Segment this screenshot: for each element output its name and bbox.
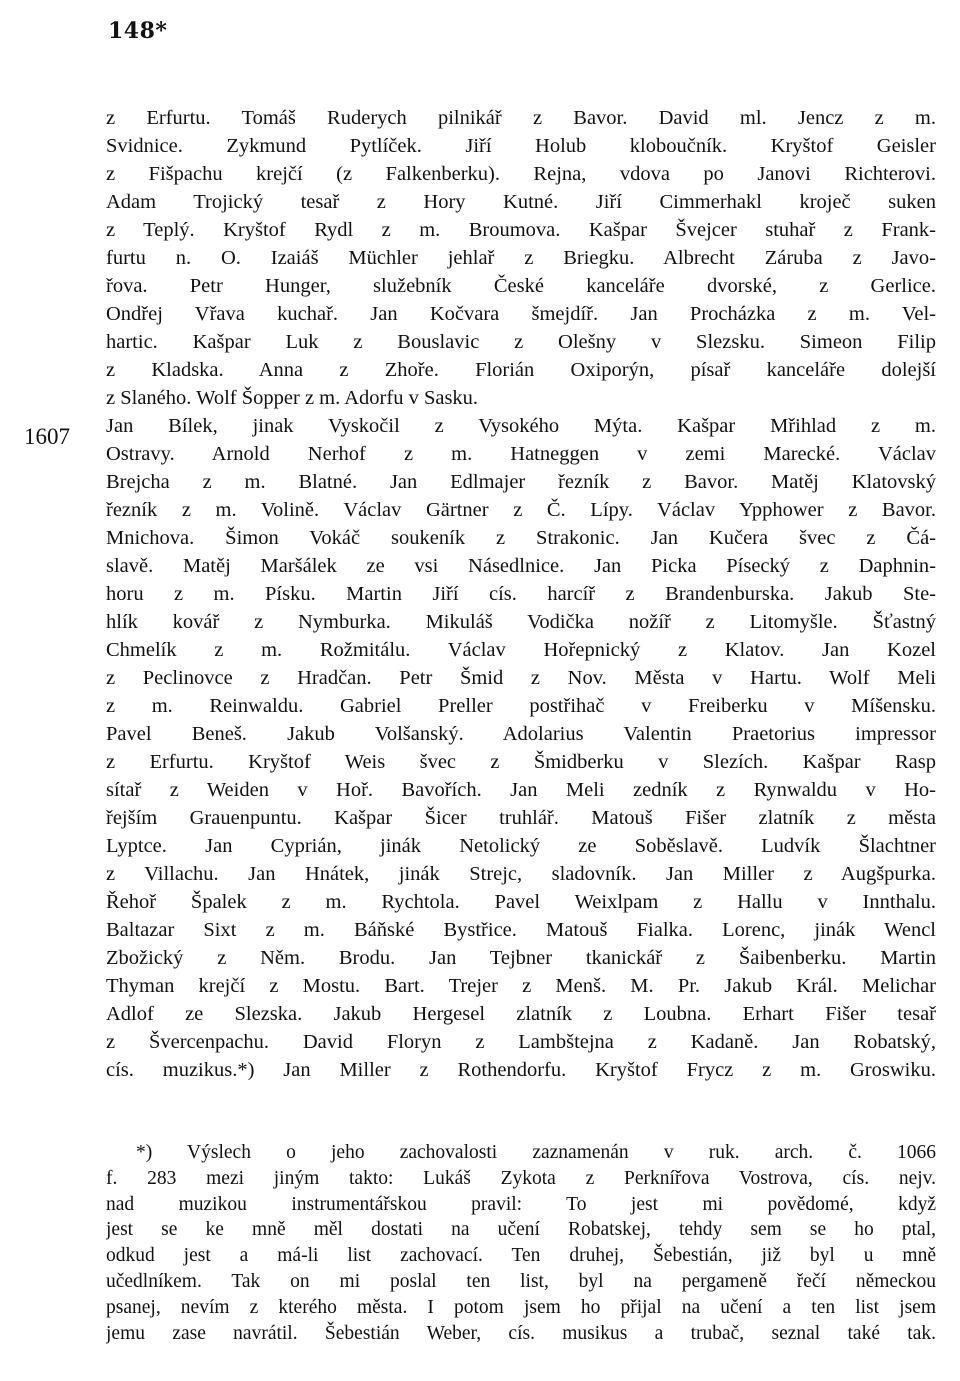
text-line: Pavel Beneš. Jakub Volšanský. Adolarius Valentin Praetorius impressor — [106, 723, 936, 745]
text-line: z Erfurtu. Kryštof Weis švec z Šmidberku v Slezích. Kašpar Rasp — [106, 751, 936, 773]
text-line: Mnichova. Šimon Vokáč soukeník z Strakonic. Jan Kučera švec z Čá- — [106, 527, 936, 549]
text-line: z Fišpachu krejčí (z Falkenberku). Rejna, vdova po Janovi Richterovi. — [106, 163, 936, 185]
footnote-line: psanej, nevím z kterého města. I potom jsem ho přijal na učení a ten list jsem — [106, 1296, 936, 1318]
text-line: Baltazar Sixt z m. Báňské Bystřice. Matouš Fialka. Lorenc, jinák Wencl — [106, 919, 936, 941]
text-line: Svidnice. Zykmund Pytlíček. Jiří Holub kloboučník. Kryštof Geisler — [106, 135, 936, 157]
text-line: slavě. Matěj Maršálek ze vsi Násedlnice. Jan Picka Písecký z Daphnin- — [106, 555, 936, 577]
text-line: horu z m. Písku. Martin Jiří cís. harcíř z Brandenburska. Jakub Ste- — [106, 583, 936, 605]
footnote-line: jest se ke mně měl dostati na učení Robatskej, tehdy sem se ho ptal, — [106, 1219, 936, 1241]
text-line: z m. Reinwaldu. Gabriel Preller postřihač v Freiberku v Míšensku. — [106, 695, 936, 717]
text-line: řejším Grauenpuntu. Kašpar Šicer truhlář. Matouš Fišer zlatník z města — [106, 807, 936, 829]
text-line: sítař z Weiden v Hoř. Bavořích. Jan Meli zedník z Rynwaldu v Ho- — [106, 779, 936, 801]
text-line: hartic. Kašpar Luk z Bouslavic z Olešny v Slezsku. Simeon Filip — [106, 331, 936, 353]
year-marginal-note: 1607 — [24, 424, 70, 449]
footnote-line: nad muzikou instrumentářskou pravil: To jest mi povědomé, když — [106, 1193, 936, 1215]
page-number: 148* — [108, 18, 168, 44]
footnote-line: *) Výslech o jeho zachovalosti zaznamenán v ruk. arch. č. 1066 — [136, 1142, 936, 1163]
text-line: Řehoř Špalek z m. Rychtola. Pavel Weixlpam z Hallu v Innthalu. — [106, 891, 936, 913]
text-line: z Peclinovce z Hradčan. Petr Šmid z Nov. Města v Hartu. Wolf Meli — [106, 667, 936, 689]
text-line: z Švercenpachu. David Floryn z Lambštejna z Kadaně. Jan Robatský, — [106, 1031, 936, 1053]
text-line: z Slaného. Wolf Šopper z m. Adorfu v Sasku. — [106, 387, 479, 409]
footnote-line: f. 283 mezi jiným takto: Lukáš Zykota z Perknířova Vostrova, cís. nejv. — [106, 1167, 936, 1189]
text-line: hlík kovář z Nymburka. Mikuláš Vodička nožíř z Litomyšle. Šťastný — [106, 611, 936, 633]
text-line: cís. muzikus.*) Jan Miller z Rothendorfu. Kryštof Frycz z m. Groswiku. — [106, 1059, 936, 1081]
text-line: z Erfurtu. Tomáš Ruderych pilnikář z Bavor. David ml. Jencz z m. — [106, 107, 936, 129]
text-line: Zbožický z Něm. Brodu. Jan Tejbner tkanickář z Šaibenberku. Martin — [106, 947, 936, 969]
footnote-block — [106, 1140, 936, 1346]
main-text-block — [106, 104, 936, 1084]
text-line: řezník z m. Volině. Václav Gärtner z Č. Lípy. Václav Ypphower z Bavor. — [106, 499, 936, 521]
text-line: Ondřej Vřava kuchař. Jan Kočvara šmejdíř. Jan Procházka z m. Vel- — [106, 303, 936, 325]
text-line: Lyptce. Jan Cyprián, jinák Netolický ze Soběslavě. Ludvík Šlachtner — [106, 835, 936, 857]
text-line: z Teplý. Kryštof Rydl z m. Broumova. Kašpar Švejcer stuhař z Frank- — [106, 219, 936, 241]
text-line: z Villachu. Jan Hnátek, jinák Strejc, sladovník. Jan Miller z Augšpurka. — [106, 863, 936, 885]
text-line: řova. Petr Hunger, služebník České kanceláře dvorské, z Gerlice. — [106, 275, 936, 297]
text-line: furtu n. O. Izaiáš Müchler jehlař z Briegku. Albrecht Záruba z Javo- — [106, 247, 936, 269]
text-line: Brejcha z m. Blatné. Jan Edlmajer řezník z Bavor. Matěj Klatovský — [106, 471, 936, 493]
text-line: Adam Trojický tesař z Hory Kutné. Jiří Cimmerhakl kroječ suken — [106, 191, 936, 213]
footnote-line: učedlníkem. Tak on mi poslal ten list, byl na pergameně řečí německou — [106, 1270, 936, 1292]
text-line: Ostravy. Arnold Nerhof z m. Hatneggen v zemi Marecké. Václav — [106, 443, 936, 465]
text-line: z Kladska. Anna z Zhoře. Florián Oxiporýn, písař kanceláře dolejší — [106, 359, 936, 381]
text-line: Thyman krejčí z Mostu. Bart. Trejer z Menš. M. Pr. Jakub Král. Melichar — [106, 975, 936, 997]
text-line: Adlof ze Slezska. Jakub Hergesel zlatník z Loubna. Erhart Fišer tesař — [106, 1003, 936, 1025]
footnote-line: jemu zase navrátil. Šebestián Weber, cís. musikus a trubač, seznal také tak. — [106, 1322, 936, 1344]
text-line: Jan Bílek, jinak Vyskočil z Vysokého Mýta. Kašpar Mřihlad z m. — [106, 415, 936, 437]
text-line: Chmelík z m. Rožmitálu. Václav Hořepnický z Klatov. Jan Kozel — [106, 639, 936, 661]
footnote-line: odkud jest a má-li list zachovací. Ten druhej, Šebestián, již byl u mně — [106, 1245, 936, 1267]
